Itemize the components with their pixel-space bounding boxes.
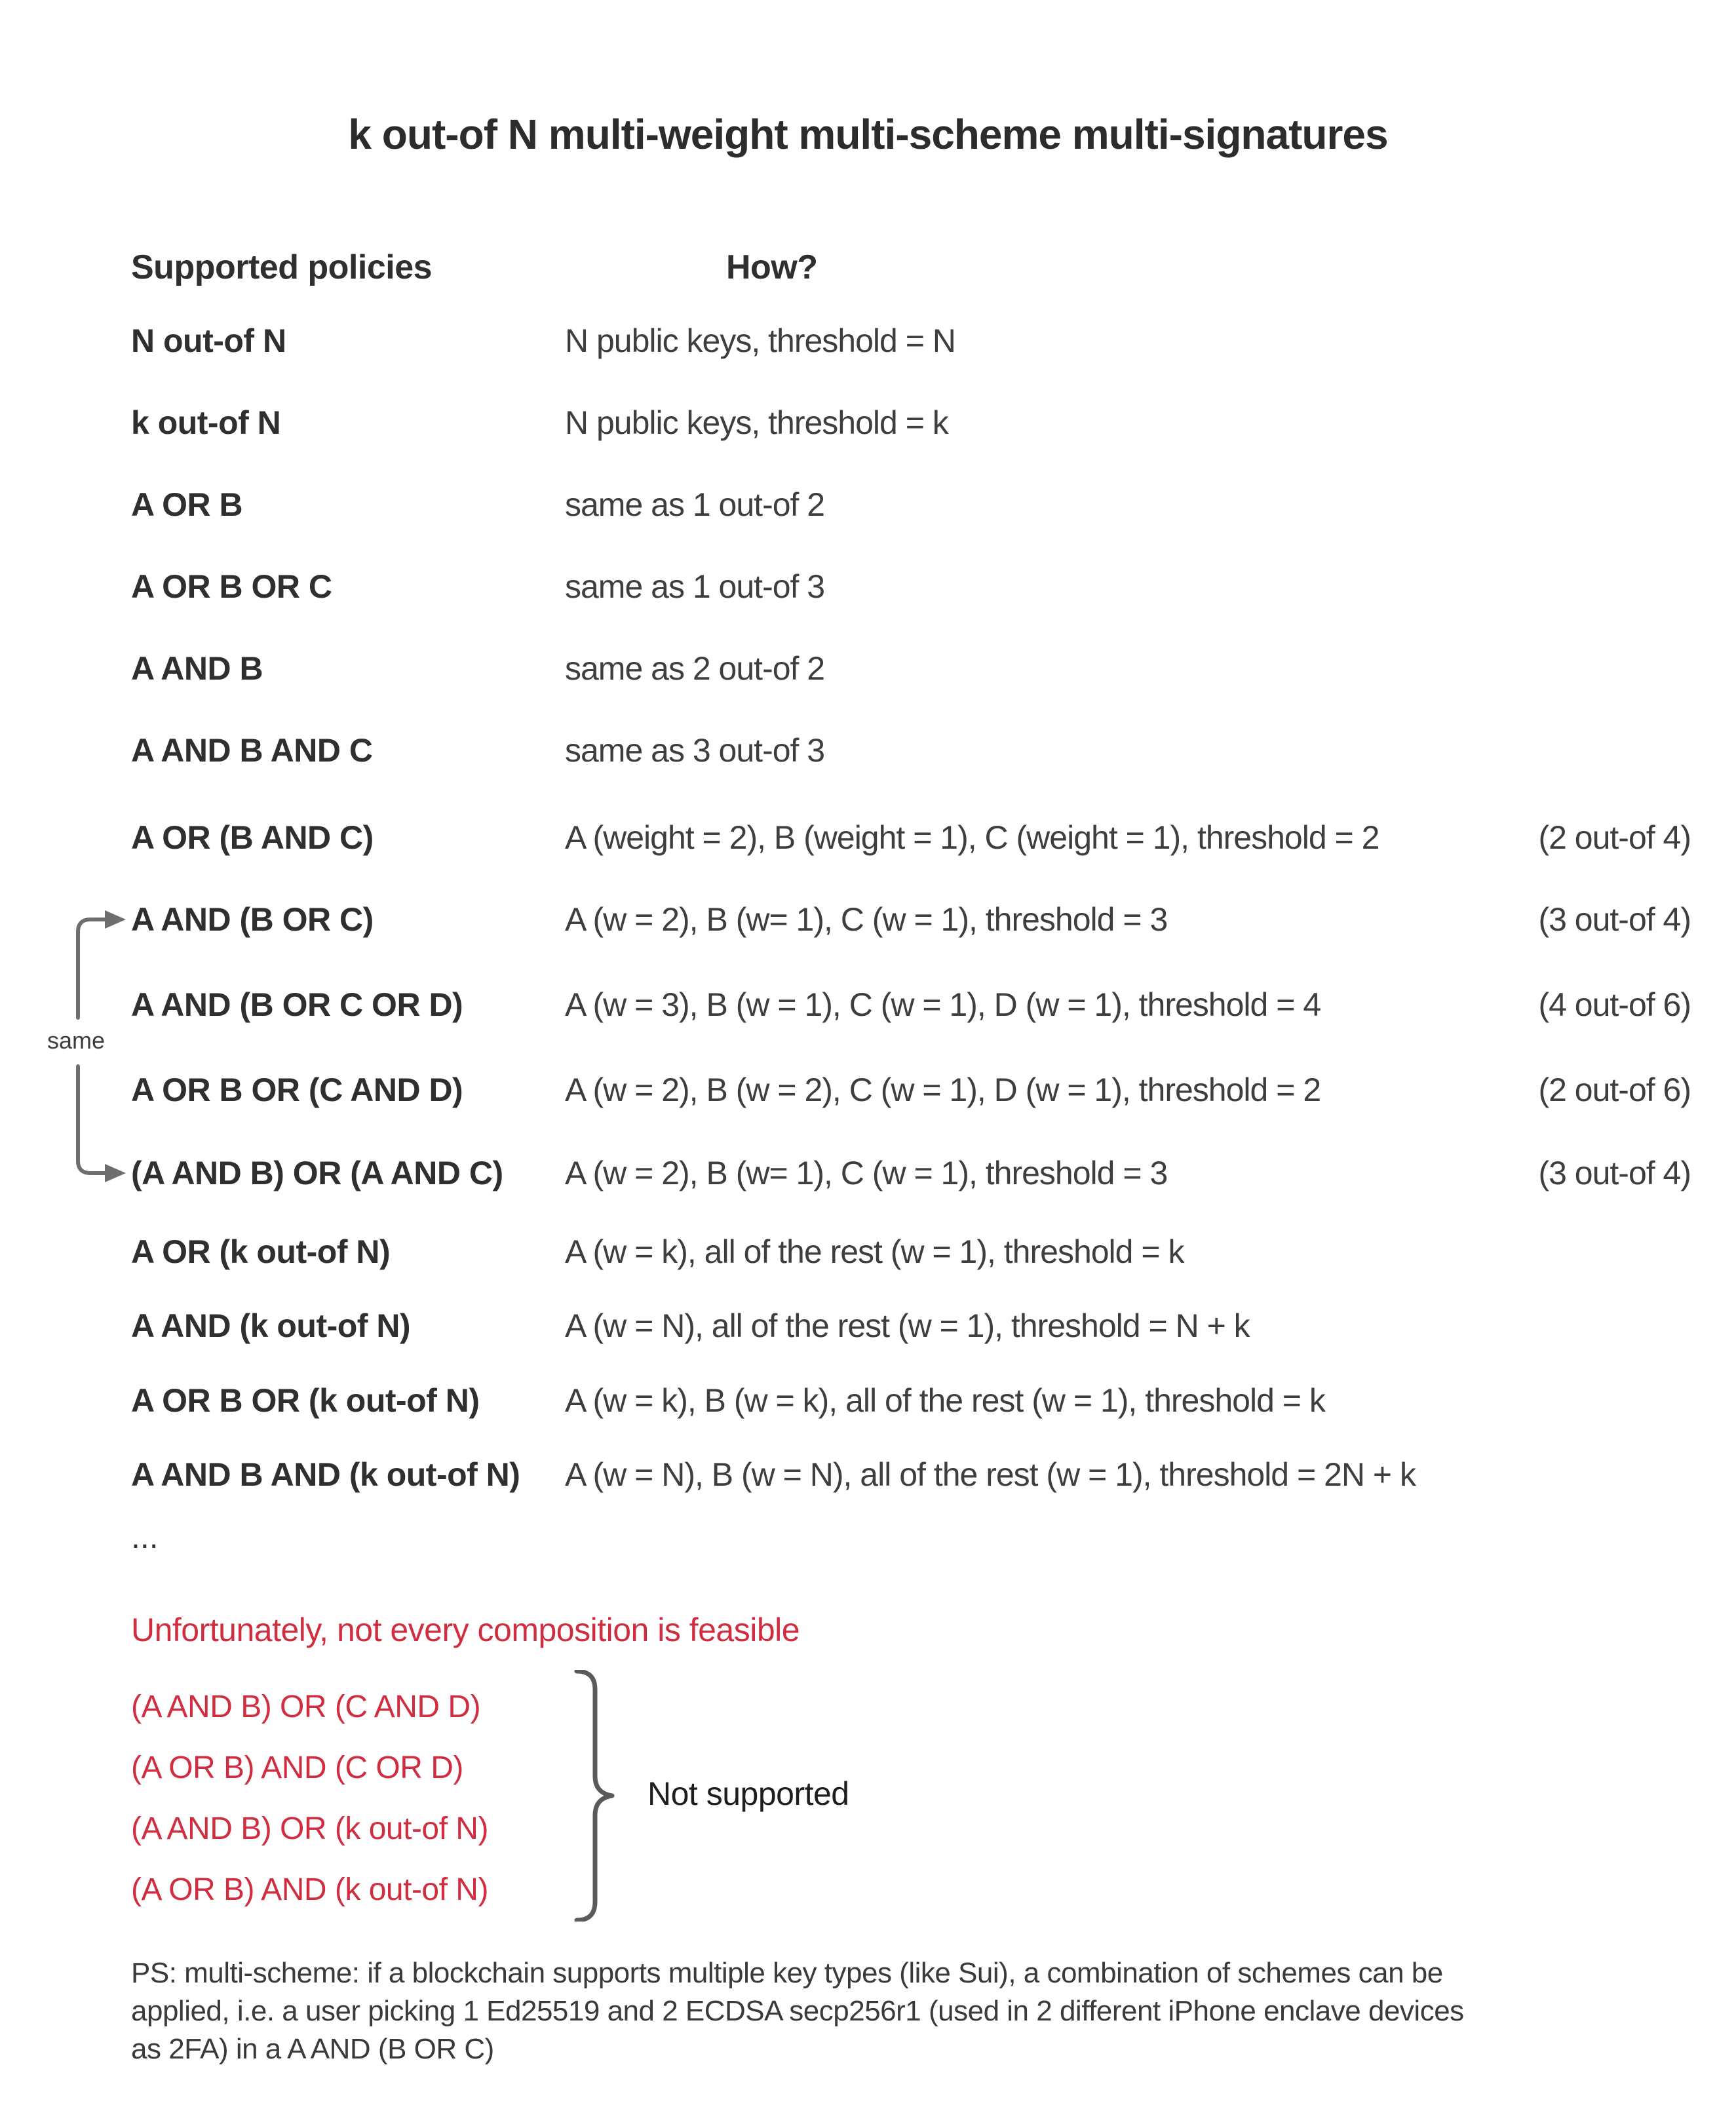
infeasible-item: (A OR B) AND (k out-of N) xyxy=(131,1872,488,1907)
column-header-supported-policies: Supported policies xyxy=(131,248,433,286)
how-cell: A (w = N), B (w = N), all of the rest (w = 1), threshold = 2N + k xyxy=(565,1456,1416,1493)
page-title: k out-of N multi-weight multi-scheme multi-signatures xyxy=(348,111,1388,158)
column-header-how: How? xyxy=(726,248,818,286)
how-cell: A (w = 2), B (w = 2), C (w = 1), D (w = 1), threshold = 2 xyxy=(565,1072,1321,1108)
policy-cell: A AND (k out-of N) xyxy=(131,1307,411,1344)
policy-cell: A AND (B OR C OR D) xyxy=(131,986,463,1023)
arrowhead-top xyxy=(105,910,126,929)
table-row xyxy=(0,650,1736,687)
policy-cell: A OR B xyxy=(131,486,243,523)
table-row xyxy=(0,1307,1736,1344)
note-cell: (4 out-of 6) xyxy=(1538,986,1691,1023)
how-cell: A (w = k), B (w = k), all of the rest (w = 1), threshold = k xyxy=(565,1382,1325,1419)
how-cell: A (w = 2), B (w= 1), C (w = 1), threshold = 3 xyxy=(565,1155,1168,1191)
how-cell: A (w = N), all of the rest (w = 1), threshold = N + k xyxy=(565,1307,1250,1344)
table-row xyxy=(0,1072,1736,1108)
how-cell: same as 1 out-of 2 xyxy=(565,486,825,523)
same-label: same xyxy=(47,1027,106,1054)
infeasible-item: (A AND B) OR (k out-of N) xyxy=(131,1811,488,1846)
policy-cell: A OR (B AND C) xyxy=(131,819,374,856)
policy-cell: A OR B OR C xyxy=(131,568,332,605)
table-row xyxy=(0,819,1736,856)
how-cell: N public keys, threshold = k xyxy=(565,404,948,441)
table-row xyxy=(0,1456,1736,1493)
table-row xyxy=(0,1155,1736,1191)
table-row xyxy=(0,486,1736,523)
table-row xyxy=(0,404,1736,441)
how-cell: A (weight = 2), B (weight = 1), C (weight = 1), threshold = 2 xyxy=(565,819,1379,856)
table-row xyxy=(0,322,1736,359)
arrowhead-bottom xyxy=(105,1164,126,1182)
policy-cell: A AND B xyxy=(131,650,263,687)
table-ellipsis: ... xyxy=(131,1518,159,1555)
ps-line: applied, i.e. a user picking 1 Ed25519 and 2 ECDSA secp256r1 (used in 2 different iPhone enclave devices xyxy=(131,1995,1464,2027)
note-cell: (2 out-of 6) xyxy=(1538,1072,1691,1108)
infeasible-item: (A AND B) OR (C AND D) xyxy=(131,1690,481,1724)
policy-cell: A AND (B OR C) xyxy=(131,901,374,938)
infeasible-item: (A OR B) AND (C OR D) xyxy=(131,1750,463,1785)
policy-cell: (A AND B) OR (A AND C) xyxy=(131,1155,503,1191)
how-cell: A (w = 3), B (w = 1), C (w = 1), D (w = 1), threshold = 4 xyxy=(565,986,1321,1023)
ps-line: PS: multi-scheme: if a blockchain supports multiple key types (like Sui), a combination of schemes can be xyxy=(131,1957,1443,1989)
how-cell: A (w = 2), B (w= 1), C (w = 1), threshold = 3 xyxy=(565,901,1168,938)
how-cell: A (w = k), all of the rest (w = 1), threshold = k xyxy=(565,1233,1184,1270)
how-cell: same as 2 out-of 2 xyxy=(565,650,825,687)
policy-cell: A OR B OR (C AND D) xyxy=(131,1072,463,1108)
note-cell: (3 out-of 4) xyxy=(1538,1155,1691,1191)
policy-cell: A OR B OR (k out-of N) xyxy=(131,1382,480,1419)
policy-cell: A AND B AND C xyxy=(131,732,373,769)
ps-note xyxy=(131,1954,1464,2068)
how-cell: same as 1 out-of 3 xyxy=(565,568,825,605)
table-row xyxy=(0,1233,1736,1270)
table-row xyxy=(0,732,1736,769)
not-supported-label: Not supported xyxy=(647,1775,849,1812)
table-row xyxy=(0,1382,1736,1419)
ps-line: as 2FA) in a A AND (B OR C) xyxy=(131,2033,494,2065)
how-cell: N public keys, threshold = N xyxy=(565,322,955,359)
policy-cell: A AND B AND (k out-of N) xyxy=(131,1456,520,1493)
table-row xyxy=(0,986,1736,1023)
policy-cell: k out-of N xyxy=(131,404,281,441)
how-cell: same as 3 out-of 3 xyxy=(565,732,825,769)
policy-cell: A OR (k out-of N) xyxy=(131,1233,391,1270)
policy-cell: N out-of N xyxy=(131,322,286,359)
table-row xyxy=(0,901,1736,938)
infeasible-heading: Unfortunately, not every composition is feasible xyxy=(131,1612,800,1648)
curly-brace xyxy=(569,1670,624,1922)
note-cell: (2 out-of 4) xyxy=(1538,819,1691,856)
table-row xyxy=(0,568,1736,605)
note-cell: (3 out-of 4) xyxy=(1538,901,1691,938)
